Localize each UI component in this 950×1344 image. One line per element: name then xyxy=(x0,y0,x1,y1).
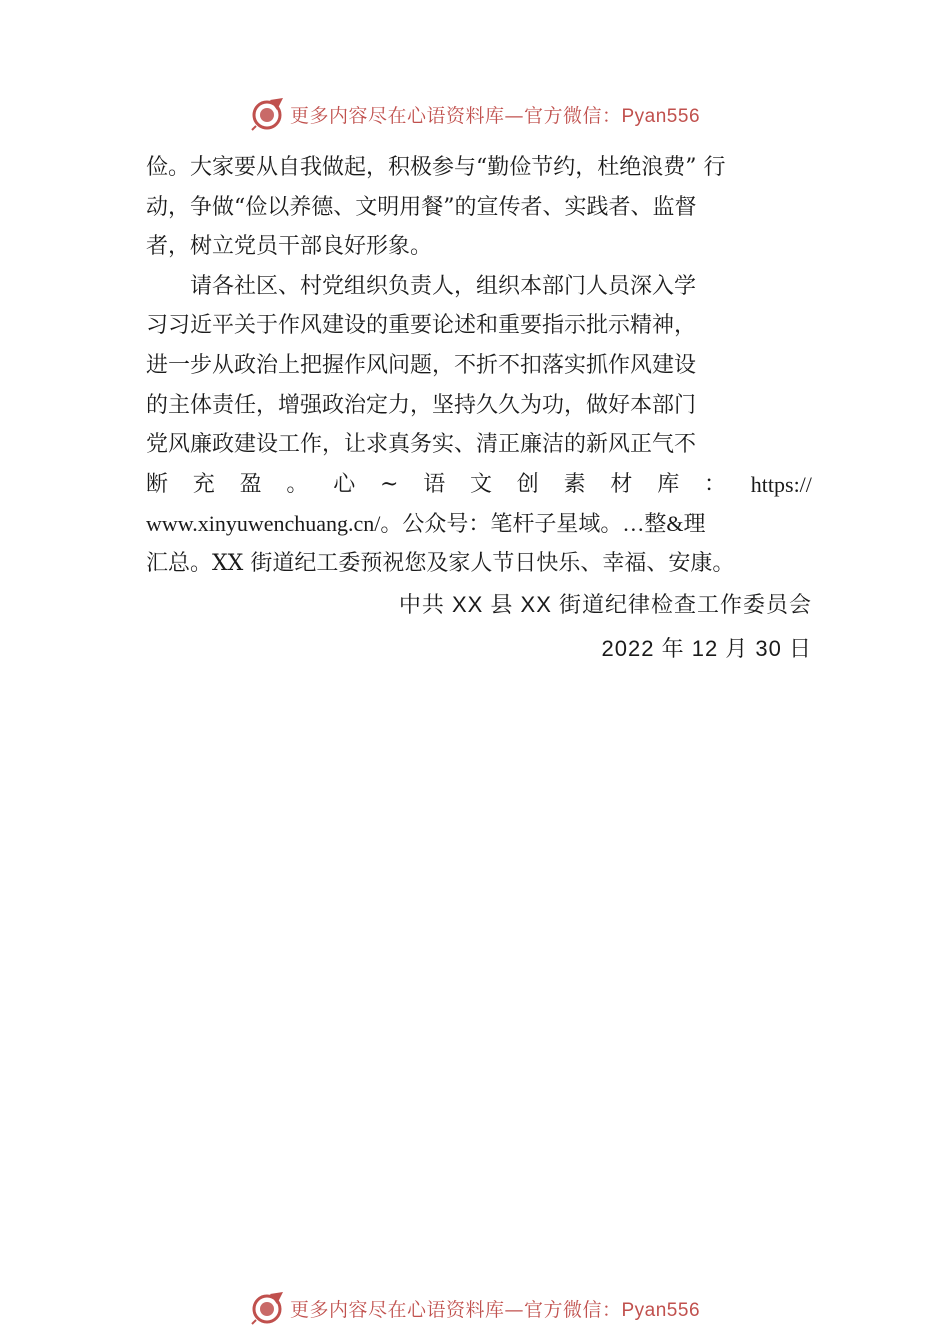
spread-char: 素 xyxy=(563,471,586,497)
text-line: 党风廉政建设工作，让求真务实、清正廉洁的新风正气不 xyxy=(146,432,697,458)
banner-account: Pyan556 xyxy=(621,105,701,127)
page-header-banner xyxy=(0,94,950,134)
spread-char: https:// xyxy=(750,471,812,497)
text-line: 汇总。XX 街道纪工委预祝您及家人节日快乐、幸福、安康。 xyxy=(146,550,735,576)
spread-char: 文 xyxy=(470,471,493,497)
spread-char: 盈 xyxy=(239,471,262,497)
text-line: 动，争做“俭以养德、文明用餐”的宣传者、实践者、监督 xyxy=(146,194,697,220)
pen-logo-icon xyxy=(250,1290,286,1326)
page-footer-banner xyxy=(0,1288,950,1328)
banner-text: 更多内容尽在心语资料库—官方微信：Pyan556 xyxy=(289,104,701,127)
spread-char: 。 xyxy=(286,471,309,497)
spread-char: 创 xyxy=(516,471,539,497)
banner-account: Pyan556 xyxy=(621,1299,701,1321)
paragraph-1 xyxy=(146,148,812,267)
document-body xyxy=(146,148,812,672)
text-line: 者，树立党员干部良好形象。 xyxy=(146,234,433,260)
spread-char: 心 xyxy=(333,471,356,497)
spread-char: 材 xyxy=(610,471,633,497)
spread-char: 断 xyxy=(146,471,169,497)
text-line: 请各社区、村党组织负责人，组织本部门人员深入学 xyxy=(190,273,697,299)
spread-char: 充 xyxy=(192,471,215,497)
text-line: 进一步从政治上把握作风问题，不折不扣落实抓作风建设 xyxy=(146,352,697,378)
text-line-url: www.xinyuwenchuang.cn/。公众号：笔杆子星域。…整&理 xyxy=(146,511,706,537)
signature-date: 2022 年 12 月 30 日 xyxy=(601,635,812,661)
text-line: 的主体责任，增强政治定力，坚持久久为功，做好本部门 xyxy=(146,392,697,418)
spread-char: 库 xyxy=(657,471,680,497)
spread-char: ： xyxy=(703,471,726,497)
pen-logo-icon xyxy=(250,96,286,132)
paragraph-2 xyxy=(146,267,812,584)
text-line: 习习近平关于作风建设的重要论述和重要指示批示精神， xyxy=(146,313,697,339)
text-line-spread xyxy=(146,465,812,505)
signature-org: 中共 XX 县 XX 街道纪律检查工作委员会 xyxy=(398,591,812,617)
banner-text: 更多内容尽在心语资料库—官方微信：Pyan556 xyxy=(289,1298,701,1321)
spread-char: ~ xyxy=(379,471,399,497)
text-line: 俭。大家要从自我做起，积极参与“勤俭节约，杜绝浪费” 行 xyxy=(146,155,726,180)
spread-char: 语 xyxy=(423,471,446,497)
